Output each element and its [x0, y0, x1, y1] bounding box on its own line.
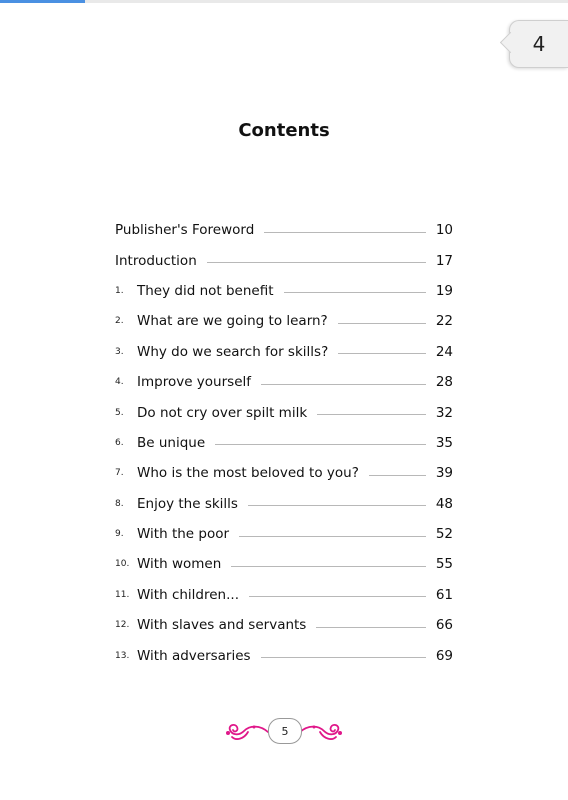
reading-progress-bar: [0, 0, 568, 3]
toc-entry-title: What are we going to learn?: [137, 313, 328, 330]
toc-leader-line: [231, 566, 426, 567]
toc-leader-line: [207, 262, 426, 263]
reading-progress-fill: [0, 0, 85, 3]
toc-entry-number: 10.: [115, 559, 130, 570]
toc-entry-title: Enjoy the skills: [137, 495, 238, 512]
toc-entry-number: 8.: [115, 498, 124, 509]
toc-entry[interactable]: [115, 489, 453, 519]
footer-page-number: 5: [268, 718, 302, 744]
page-title: Contents: [238, 120, 330, 141]
toc-entry-title: They did not benefit: [137, 282, 274, 299]
toc-entry-title: Do not cry over spilt milk: [137, 404, 308, 421]
toc-entry-page: 39: [435, 465, 453, 482]
toc-entry[interactable]: [115, 640, 453, 670]
toc-entry-number: 9.: [115, 529, 124, 540]
toc-entry[interactable]: [115, 306, 453, 336]
toc-entry-page: 17: [435, 252, 453, 269]
toc-entry-page: 52: [435, 526, 453, 543]
toc-entry[interactable]: [115, 519, 453, 549]
toc-entry-title: Why do we search for skills?: [137, 343, 329, 360]
toc-entry-page: 55: [435, 556, 453, 573]
toc-entry-page: 22: [435, 313, 453, 330]
table-of-contents: [115, 215, 453, 671]
toc-entry-title: With women: [137, 556, 222, 573]
toc-entry-number: 7.: [115, 468, 124, 479]
toc-leader-line: [338, 353, 426, 354]
toc-entry-number: 11.: [115, 589, 130, 600]
toc-entry-page: 10: [435, 222, 453, 239]
toc-entry-page: 35: [435, 434, 453, 451]
toc-leader-line: [264, 232, 426, 233]
toc-leader-line: [369, 475, 426, 476]
toc-entry[interactable]: [115, 458, 453, 488]
toc-leader-line: [338, 323, 426, 324]
toc-entry-number: 5.: [115, 407, 124, 418]
toc-leader-line: [261, 384, 426, 385]
toc-leader-line: [248, 505, 426, 506]
toc-entry-title: With adversaries: [137, 647, 251, 664]
toc-entry-number: 2.: [115, 316, 124, 327]
toc-entry-number: 4.: [115, 377, 124, 388]
toc-entry[interactable]: [115, 245, 453, 275]
toc-entry-title: Be unique: [137, 434, 206, 451]
toc-entry-number: 13.: [115, 650, 130, 661]
toc-entry-page: 66: [435, 617, 453, 634]
toc-leader-line: [239, 536, 426, 537]
toc-entry-title: With children...: [137, 586, 239, 603]
toc-entry-page: 24: [435, 343, 453, 360]
toc-entry-number: 6.: [115, 437, 124, 448]
toc-entry[interactable]: [115, 215, 453, 245]
toc-entry[interactable]: [115, 549, 453, 579]
toc-entry[interactable]: [115, 610, 453, 640]
toc-entry-page: 32: [435, 404, 453, 421]
toc-entry-page: 69: [435, 647, 453, 664]
toc-entry-number: 3.: [115, 346, 124, 357]
toc-entry-page: 61: [435, 586, 453, 603]
toc-entry[interactable]: [115, 276, 453, 306]
toc-entry-title: Improve yourself: [137, 374, 251, 391]
toc-entry-title: Who is the most beloved to you?: [137, 465, 359, 482]
toc-entry-title: With slaves and servants: [137, 617, 307, 634]
toc-leader-line: [317, 414, 426, 415]
toc-entry[interactable]: [115, 580, 453, 610]
toc-entry-title: With the poor: [137, 526, 230, 543]
toc-entry-title: Publisher's Foreword: [115, 222, 255, 239]
toc-entry-page: 28: [435, 374, 453, 391]
page-number-tab-label: 4: [532, 32, 546, 56]
toc-entry[interactable]: [115, 428, 453, 458]
toc-entry[interactable]: [115, 397, 453, 427]
toc-entry-number: 12.: [115, 620, 130, 631]
toc-entry[interactable]: [115, 367, 453, 397]
toc-entry-title: Introduction: [115, 252, 197, 269]
toc-entry-number: 1.: [115, 285, 124, 296]
toc-leader-line: [215, 444, 426, 445]
toc-entry[interactable]: [115, 337, 453, 367]
toc-leader-line: [261, 657, 426, 658]
toc-entry-page: 19: [435, 282, 453, 299]
toc-entry-page: 48: [435, 495, 453, 512]
toc-leader-line: [284, 292, 426, 293]
toc-leader-line: [249, 596, 426, 597]
page-number-tab[interactable]: [509, 20, 568, 68]
toc-leader-line: [316, 627, 425, 628]
